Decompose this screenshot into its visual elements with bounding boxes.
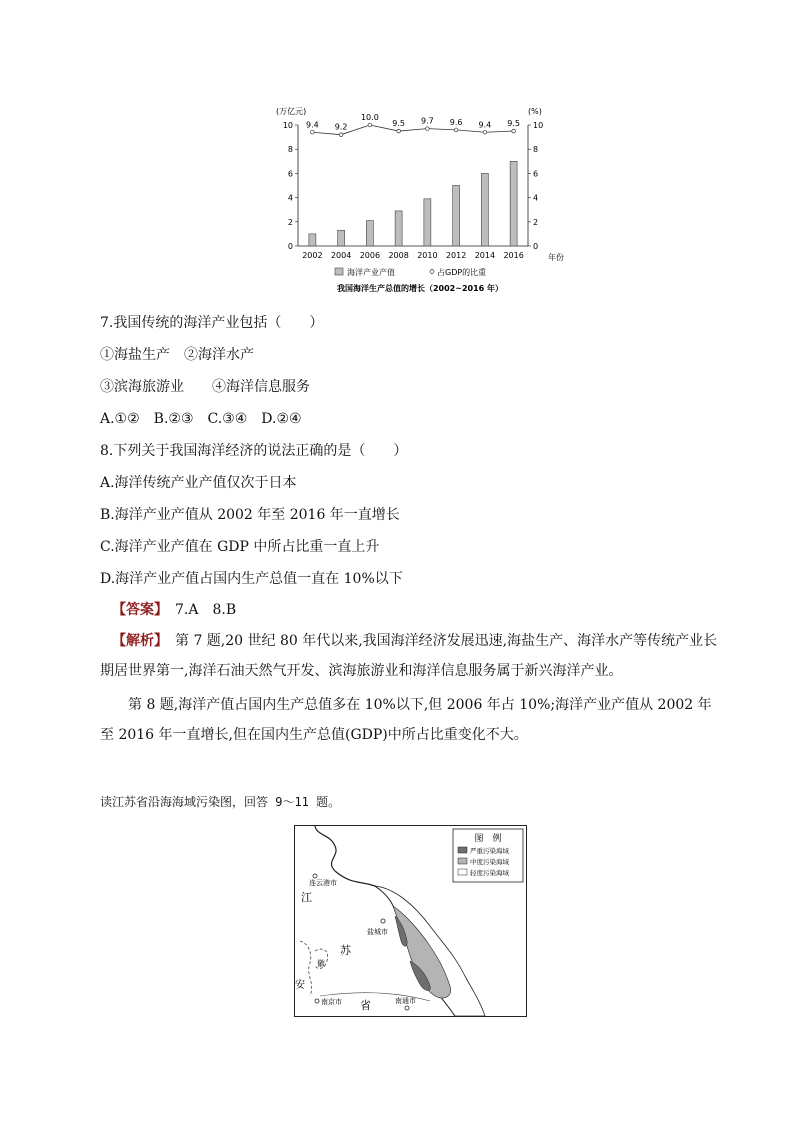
line-series bbox=[306, 113, 520, 136]
left-axis-unit: (万亿元) bbox=[276, 107, 307, 116]
q8-option-a: A.海洋传统产业产值仅次于日本 bbox=[100, 475, 297, 491]
legend-label-severe: 严重污染海域 bbox=[470, 847, 509, 855]
legend-bar-label: 海洋产业产值 bbox=[347, 268, 395, 277]
ocean-economy-chart bbox=[270, 100, 570, 300]
q8-option-c: C.海洋产业产值在 GDP 中所占比重一直上升 bbox=[100, 539, 380, 555]
city-label-nantong: 南通市 bbox=[395, 997, 416, 1005]
city-marker-yancheng bbox=[381, 919, 385, 923]
jiangsu-pollution-map bbox=[294, 825, 527, 1017]
left-tick-label: 4 bbox=[287, 193, 293, 203]
legend-label-mild: 轻度污染海域 bbox=[470, 869, 509, 877]
map-svg bbox=[295, 826, 526, 1016]
x-tick-labels bbox=[302, 251, 524, 260]
gdp-share-point-2006 bbox=[368, 123, 372, 127]
city-marker-lianyungang bbox=[313, 874, 317, 878]
x-tick-label-2004: 2004 bbox=[330, 251, 352, 260]
left-tick-label: 8 bbox=[287, 145, 293, 155]
right-tick-label: 2 bbox=[533, 217, 539, 227]
analysis-paragraph-1 bbox=[100, 626, 720, 686]
right-axis-unit: (%) bbox=[528, 107, 542, 116]
legend-label-moderate: 中度污染海域 bbox=[470, 858, 509, 866]
answer-value: 7.A 8.B bbox=[161, 602, 237, 618]
left-tick-label: 0 bbox=[287, 242, 293, 251]
q7-line2: ③滨海旅游业 ④海洋信息服务 bbox=[100, 379, 310, 395]
right-tick-label: 4 bbox=[533, 193, 539, 203]
x-tick-label-2014: 2014 bbox=[474, 251, 496, 260]
gdp-share-label-2006: 10.0 bbox=[360, 113, 379, 122]
x-tick-label-2002: 2002 bbox=[302, 251, 323, 260]
neighbor-char-hui: 徽 bbox=[317, 959, 325, 968]
x-tick-label-2010: 2010 bbox=[417, 251, 438, 260]
gdp-share-point-2004 bbox=[339, 133, 343, 137]
bar-2002 bbox=[309, 234, 316, 246]
x-tick-label-2012: 2012 bbox=[445, 251, 467, 260]
bar-series bbox=[309, 161, 517, 246]
bar-2006 bbox=[366, 221, 373, 246]
bar-2004 bbox=[338, 230, 345, 246]
map-intro: 读江苏省沿海海域污染图，回答 9～11 题。 bbox=[100, 795, 341, 809]
gdp-share-point-2014 bbox=[483, 130, 487, 134]
chart-legend bbox=[335, 267, 486, 277]
gdp-share-label-2012: 9.6 bbox=[449, 117, 463, 127]
gdp-share-point-2012 bbox=[454, 128, 458, 132]
city-marker-nanjing bbox=[315, 999, 319, 1003]
gdp-share-label-2002: 9.4 bbox=[306, 120, 319, 130]
bar-2012 bbox=[453, 186, 460, 247]
bar-2008 bbox=[395, 211, 402, 246]
answer-label: 【答案】 bbox=[112, 602, 161, 618]
analysis-paragraph-2: 第 8 题,海洋产值占国内生产总值多在 10%以下,但 2006 年占 10%;海洋产业产值从 2002 年至 2016 年一直增长,但在国内生产总值(GDP)中所占比重变化不大。 bbox=[100, 697, 712, 743]
left-tick-label: 10 bbox=[282, 121, 293, 130]
gdp-share-label-2010: 9.7 bbox=[421, 116, 434, 126]
legend-line-marker bbox=[430, 270, 434, 274]
gdp-share-label-2008: 9.5 bbox=[392, 119, 405, 129]
q7-line1: ①海盐生产 ②海洋水产 bbox=[100, 347, 254, 363]
x-tick-label-2016: 2016 bbox=[503, 251, 524, 260]
gdp-share-point-2008 bbox=[397, 129, 401, 133]
right-tick-label: 0 bbox=[533, 242, 539, 251]
chart-title: 我国海洋生产总值的增长（2002~2016 年） bbox=[336, 284, 504, 293]
city-label-lianyungang: 连云港市 bbox=[309, 879, 337, 887]
legend-swatch-mild bbox=[458, 869, 467, 875]
left-tick-label: 6 bbox=[287, 169, 293, 179]
city-label-nanjing: 南京市 bbox=[321, 998, 342, 1006]
answer-line bbox=[112, 600, 236, 620]
map-legend bbox=[453, 829, 523, 882]
bar-2010 bbox=[424, 199, 431, 246]
legend-swatch-moderate bbox=[458, 858, 467, 864]
left-tick-label: 2 bbox=[287, 217, 293, 227]
right-tick-label: 6 bbox=[533, 169, 539, 179]
analysis-label: 【解析】 bbox=[112, 633, 161, 649]
q8-option-b: B.海洋产业产值从 2002 年至 2016 年一直增长 bbox=[100, 507, 400, 523]
legend-line-label: 占GDP的比重 bbox=[437, 268, 487, 277]
x-tick-label-2008: 2008 bbox=[388, 251, 409, 260]
right-tick-label: 10 bbox=[533, 121, 544, 130]
q8-option-d: D.海洋产业产值占国内生产总值一直在 10%以下 bbox=[100, 571, 403, 587]
city-label-yancheng: 盐城市 bbox=[367, 928, 388, 936]
gdp-share-label-2016: 9.5 bbox=[507, 119, 520, 129]
gdp-share-point-2016 bbox=[512, 129, 516, 133]
province-char-su: 苏 bbox=[340, 944, 351, 957]
chart-axes bbox=[283, 121, 543, 251]
province-char-sheng: 省 bbox=[360, 999, 371, 1012]
q7-options: A.①② B.②③ C.③④ D.②④ bbox=[100, 411, 302, 427]
province-char-jiang: 江 bbox=[301, 891, 312, 904]
bar-2016 bbox=[510, 161, 517, 246]
analysis-text-1: 第 7 题,20 世纪 80 年代以来,我国海洋经济发展迅速,海盐生产、海洋水产等传统产业长期居世界第一,海洋石油天然气开发、滨海旅游业和海洋信息服务属于新兴海洋产业。 bbox=[100, 633, 718, 679]
right-tick-label: 8 bbox=[533, 145, 539, 155]
bar-2014 bbox=[481, 173, 488, 246]
x-tick-label-2006: 2006 bbox=[359, 251, 381, 260]
city-marker-nantong bbox=[405, 1006, 409, 1010]
gdp-share-point-2010 bbox=[426, 127, 430, 131]
q7-stem: 7.我国传统的海洋产业包括（ ） bbox=[100, 315, 324, 331]
gdp-share-label-2014: 9.4 bbox=[478, 120, 492, 130]
q8-stem: 8.下列关于我国海洋经济的说法正确的是（ ） bbox=[100, 443, 408, 459]
map-legend-title: 图 例 bbox=[474, 834, 502, 844]
x-axis-unit: 年份 bbox=[548, 253, 564, 262]
gdp-share-point-2002 bbox=[311, 130, 315, 134]
neighbor-char-an: 安 bbox=[295, 980, 305, 991]
legend-swatch-severe bbox=[458, 847, 467, 853]
gdp-share-label-2004: 9.2 bbox=[334, 122, 348, 132]
legend-bar-swatch bbox=[335, 268, 343, 275]
